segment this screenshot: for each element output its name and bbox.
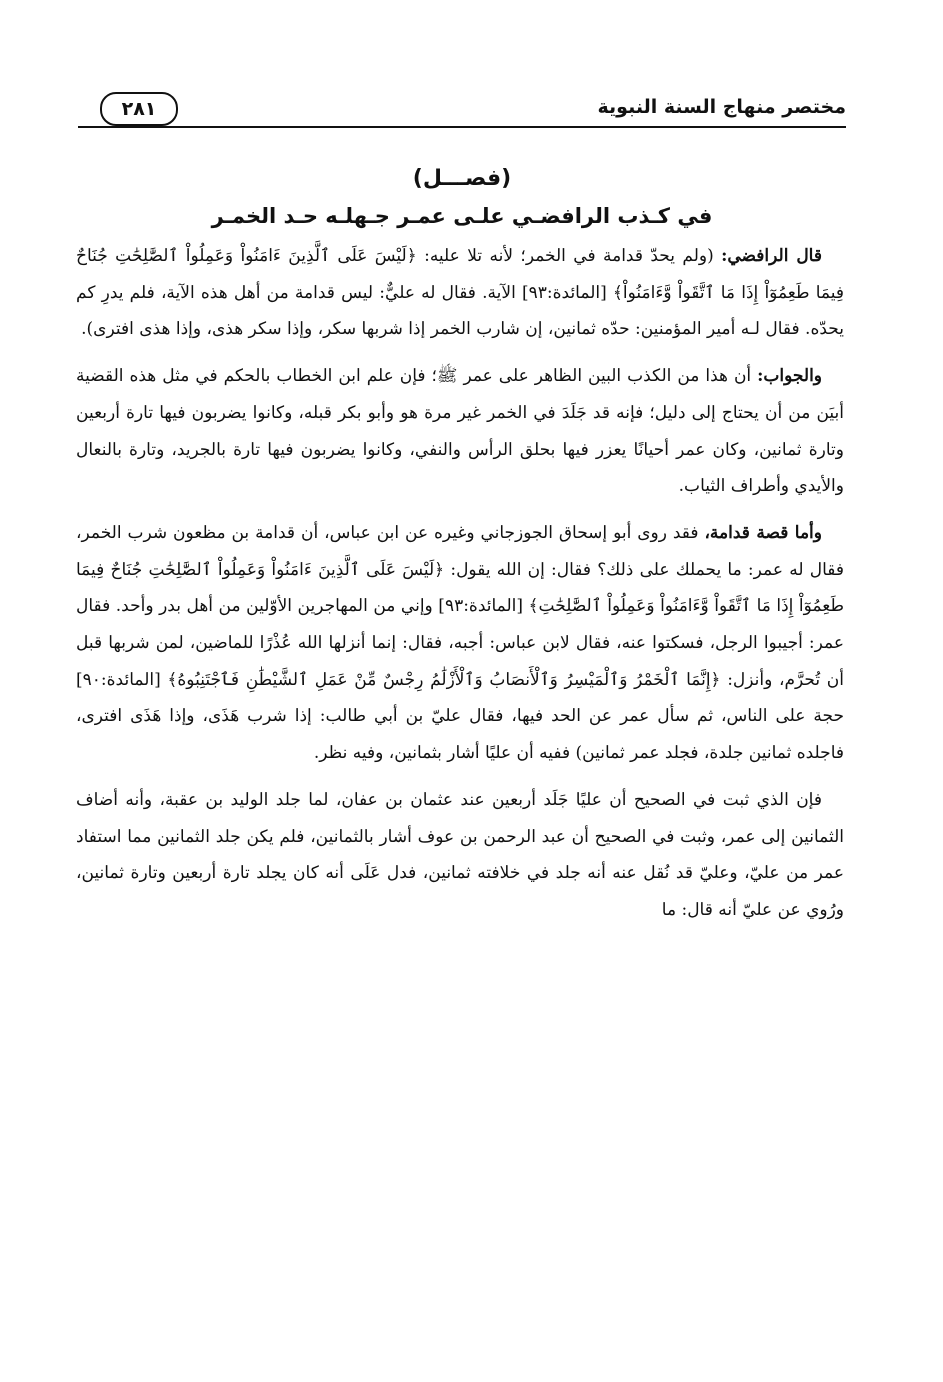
paragraph [76, 238, 844, 348]
paragraph-text: أن هذا من الكذب البين الظاهر على عمر ﷺ؛ فإن علم ابن الخطاب بالحكم في مثل هذه القضية أبيَن من أن يحتاج إلى دليل؛ فإنه قد جَلَدَ في الخمر غير مرة هو وأبو بكر قبله، وكانوا يضربون فيها تارة أربعين وتارة ثمانين، وكان عمر أحيانًا يعزر فيها بحلق الرأس والنفي، وكانوا يضربون فيها تارة بالجريد، وتارة بالنعال والأيدي وأطراف الثياب. [76, 366, 844, 497]
header-divider [78, 126, 846, 128]
page-header [78, 92, 846, 130]
paragraph [76, 358, 844, 505]
page-number-badge: ٢٨١ [100, 92, 178, 126]
paragraph-lead: والجواب: [757, 366, 822, 387]
paragraph-text: (ولم يحدّ قدامة في الخمر؛ لأنه تلا عليه: ﴿لَيْسَ عَلَى ٱلَّذِينَ ءَامَنُواْ وَعَمِلُواْ ٱلصَّٰلِحَٰتِ جُنَاحٌ فِيمَا طَعِمُوٓاْ إِذَا مَا ٱتَّقَواْ وَّءَامَنُواْ﴾ [المائدة:٩٣] الآية. فقال له عليٌّ: ليس قدامة من أهل هذه الآية، فلم يدرِ كم يحدّه. فقال لـه أمير المؤمنين: حدّه ثمانين، إن شارب الخمر إذا شربها سكر، وإذا سكر هذى، وإذا هذى افترى). [76, 246, 844, 340]
paragraph-lead: قال الرافضي: [721, 246, 822, 266]
section-label: (فصـــل) [412, 166, 512, 191]
book-title: مختصر منهاج السنة النبوية [597, 96, 846, 118]
paragraph [76, 782, 844, 929]
section-title: في كـذب الرافضـي علـى عمـر جـهلـه حـد الخمـر [211, 204, 713, 228]
body-text [76, 238, 844, 929]
paragraph [76, 515, 844, 772]
paragraph-text: فقد روى أبو إسحاق الجوزجاني وغيره عن ابن عباس، أن قدامة بن مظعون شرب الخمر، فقال له عمر: ما يحملك على ذلك؟ فقال: إن الله يقول: ﴿لَيْسَ عَلَى ٱلَّذِينَ ءَامَنُواْ وَعَمِلُواْ ٱلصَّٰلِحَٰتِ جُنَاحٌ فِيمَا طَعِمُوٓاْ إِذَا مَا ٱتَّقَواْ وَّءَامَنُواْ وَعَمِلُواْ ٱلصَّٰلِحَٰتِ﴾ [المائدة:٩٣] وإني من المهاجرين الأوّلين من أهل بدر وأحد. فقال عمر: أجيبوا الرجل، فسكتوا عنه، فقال لابن عباس: أجبه، فقال: إنما أنزلها الله عُذْرًا للماضين، لمن شربها قبل أن تُحرَّم، وأنزل: ﴿إِنَّمَا ٱلْخَمْرُ وَٱلْمَيْسِرُ وَٱلْأَنصَابُ وَٱلْأَزْلَٰمُ رِجْسٌ مِّنْ عَمَلِ ٱلشَّيْطَٰنِ فَٱجْتَنِبُوهُ﴾ [المائدة:٩٠] حجة على الناس، ثم سأل عمر عن الحد فيها، فقال عليّ بن أبي طالب: إذا شرب هَذَى، وإذا هَذَى افترى، فاجلده ثمانين جلدة، فجلد عمر ثمانين) ففيه أن عليًا أشار بثمانين، وفيه نظر. [76, 522, 844, 764]
paragraph-text: فإن الذي ثبت في الصحيح أن عليًا جَلَد أربعين عند عثمان بن عفان، لما جلد الوليد بن عقبة، وأنه أضاف الثمانين إلى عمر، وثبت في الصحيح أن عبد الرحمن بن عوف أشار بالثمانين، فلم يكن جلد الثمانين مما استفاد عمر من عليّ، وعليّ قد نُقل عنه أنه جلد في خلافته ثمانين، فدل عَلَى أنه كان يجلد تارة أربعين وتارة ثمانين، ورُوي عن عليّ أنه قال: ما [76, 789, 844, 920]
paragraph-lead: وأما قصة قدامة، [704, 522, 822, 543]
